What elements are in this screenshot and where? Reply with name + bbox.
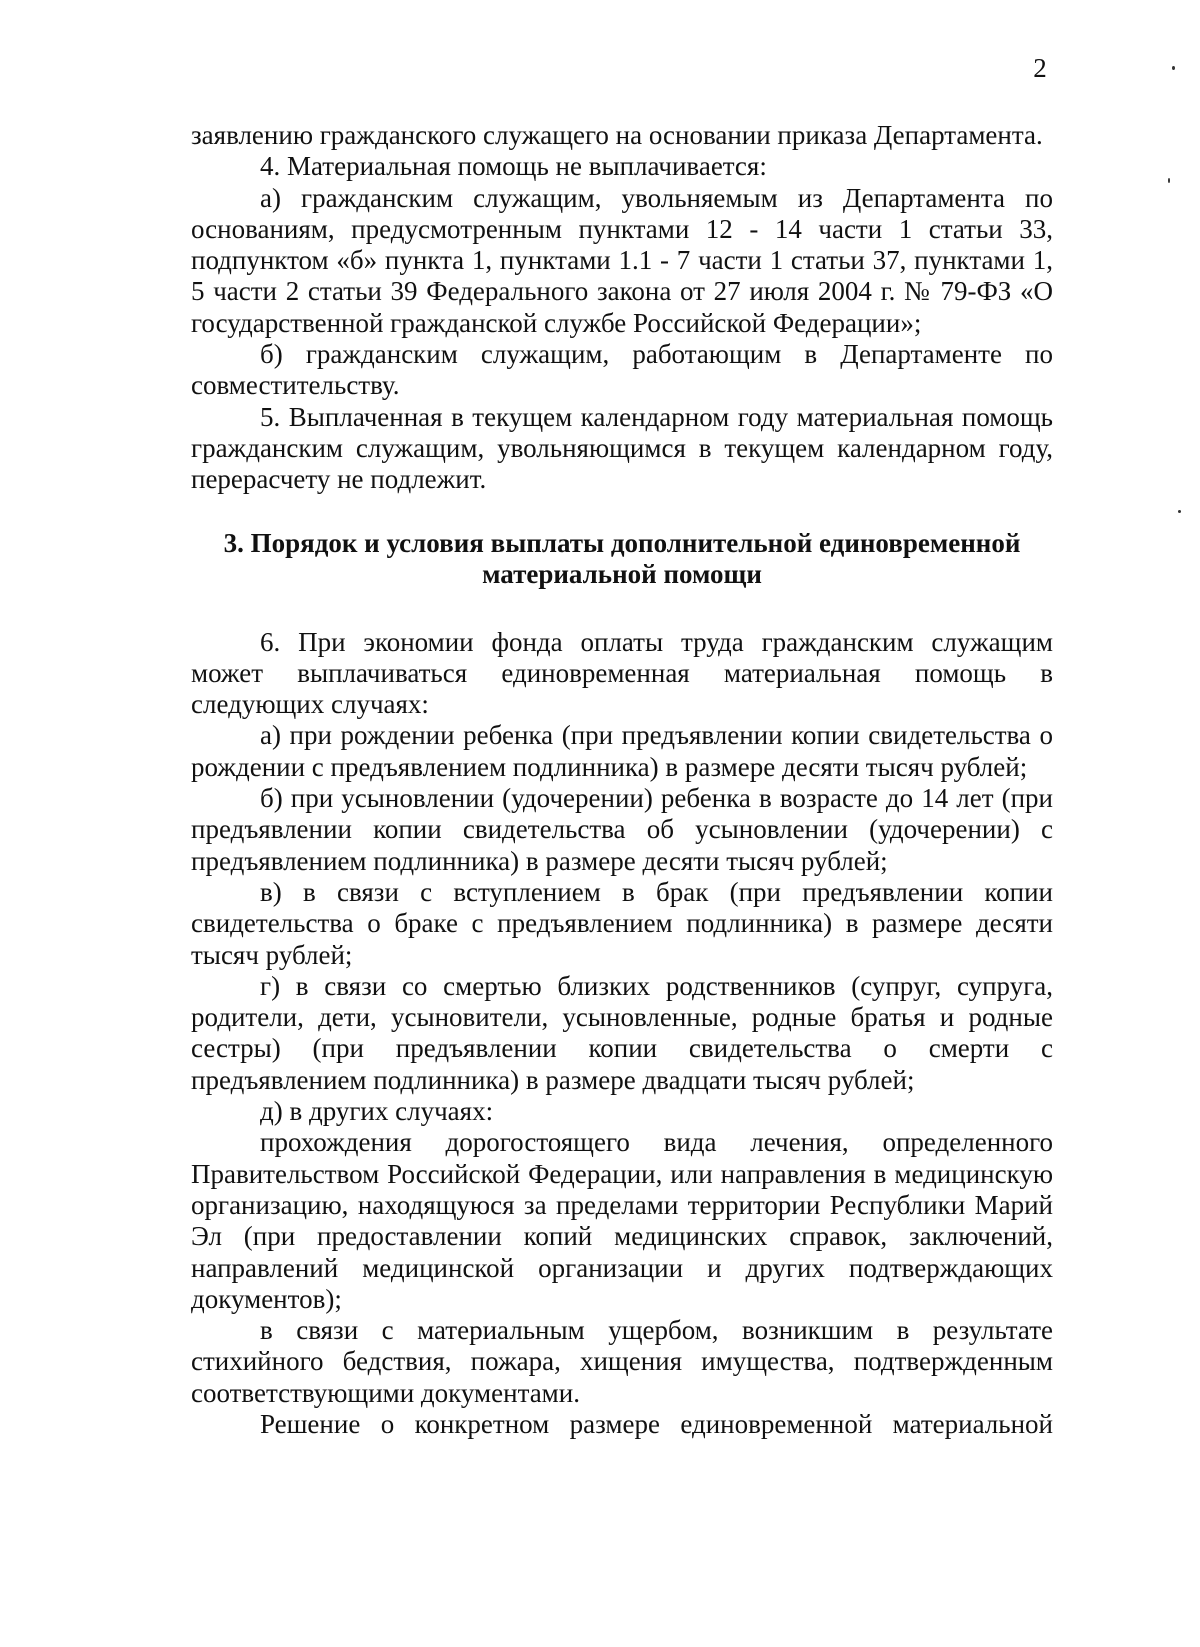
document-body — [191, 120, 1053, 1440]
paragraph-item-6d: д) в других случаях: — [260, 1096, 494, 1127]
section-heading — [191, 528, 1053, 590]
paragraph-item-6b: б) при усыновлении (удочерении) ребенка в возрасте до 14 лет (при предъявлении копии свидетельства об усыновлении (удочерении) с предъявлением подлинника) в размере десяти тысяч рублей; — [191, 783, 1053, 876]
paragraph-damage-case: в связи с материальным ущербом, возникшим в результате стихийного бедствия, пожара, хищения имущества, подтвержденным соответствующими документами. — [191, 1315, 1053, 1408]
section-heading-line-2: материальной помощи — [482, 558, 762, 589]
paragraph-item-6: 6. При экономии фонда оплаты труда гражданским служащим может выплачиваться единовременная материальная помощь в следующих случаях: — [191, 626, 1053, 720]
paragraph-item-6v: в) в связи с вступлением в брак (при предъявлении копии свидетельства о браке с предъявлением подлинника) в размере десяти тысяч рублей; — [191, 876, 1053, 970]
paragraph-item-6a: а) при рождении ребенка (при предъявлении копии свидетельства о рождении с предъявлением подлинника) в размере десяти тысяч рублей; — [191, 720, 1053, 782]
scan-speck — [1178, 510, 1181, 513]
paragraph-item-4b: б) гражданским служащим, работающим в Департаменте по совместительству. — [191, 339, 1053, 401]
paragraph-item-6g: г) в связи со смертью близких родственников (супруг, супруга, родители, дети, усыновители, усыновленные, родные братья и родные сестры) (при предъявлении копии свидетельства о смерти с предъявлением подлинника) в размере двадцати тысяч рублей; — [191, 970, 1053, 1095]
paragraph-item-4: 4. Материальная помощь не выплачивается: — [260, 151, 767, 182]
paragraph-item-5: 5. Выплаченная в текущем календарном году материальная помощь гражданским служащим, увольняющимся в текущем календарном году, перерасчету не подлежит. — [191, 401, 1053, 495]
page-number: 2 — [1033, 53, 1047, 83]
scan-speck — [1172, 66, 1175, 70]
paragraph-treatment-case: прохождения дорогостоящего вида лечения, определенного Правительством Российской Федерации, или направления в медицинскую организацию, находящуюся за пределами территории Республики Марий Эл (при предоставлении копий медицинских справок, заключений, направлений медицинской организации и других подтверждающих документов); — [191, 1127, 1053, 1314]
paragraph-continuation: заявлению гражданского служащего на основании приказа Департамента. — [191, 120, 1043, 150]
scan-speck — [1168, 178, 1170, 183]
paragraph-decision: Решение о конкретном размере единовременной материальной — [260, 1408, 1053, 1439]
paragraph-item-4a: а) гражданским служащим, увольняемым из Департамента по основаниям, предусмотренным пунктами 12 - 14 части 1 статьи 33, подпунктом «б» пункта 1, пунктами 1.1 - 7 части 1 статьи 37, пунктами 1, 5 части 2 статьи 39 Федерального закона от 27 июля 2004 г. № 79-ФЗ «О государственной гражданской службе Российской Федерации»; — [191, 182, 1053, 338]
section-heading-line-1: 3. Порядок и условия выплаты дополнительной единовременной — [223, 527, 1021, 558]
